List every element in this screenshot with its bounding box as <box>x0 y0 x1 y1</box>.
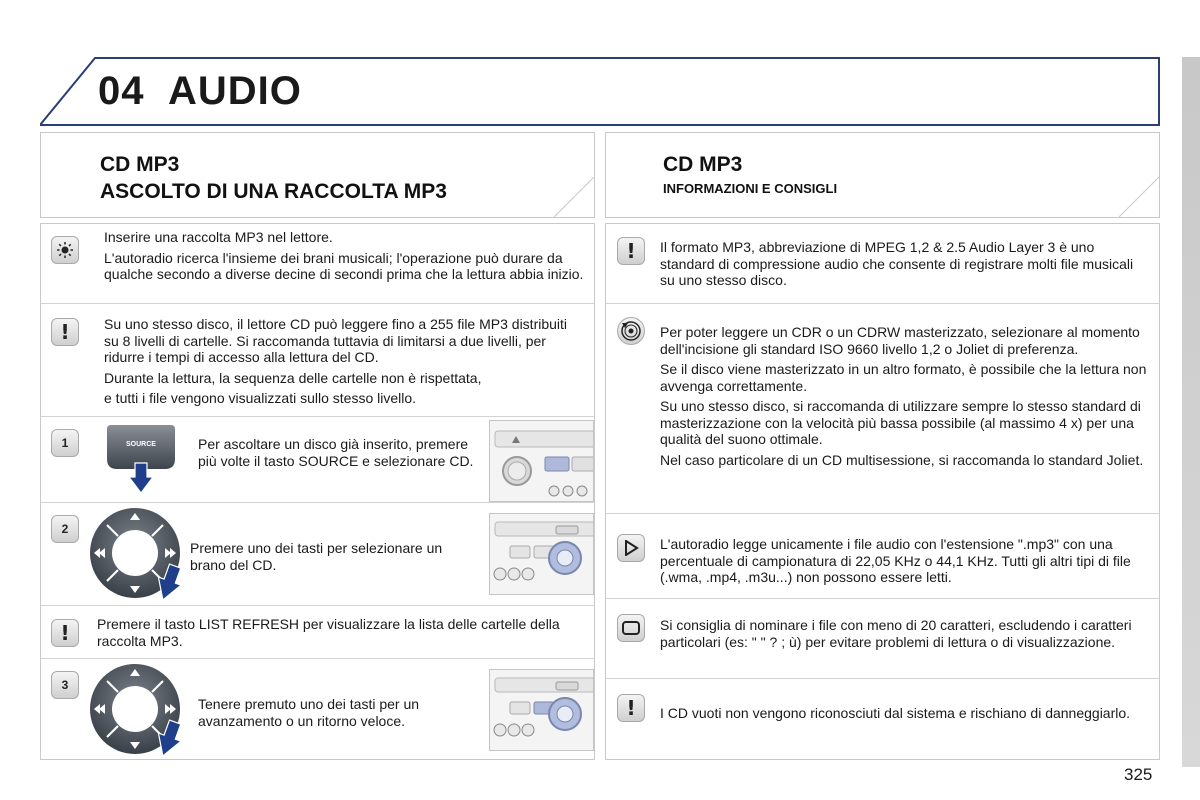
disc-icon <box>617 317 645 345</box>
left-content <box>40 223 595 760</box>
info-row-filenames <box>606 599 1159 679</box>
radio-panel-thumbnail <box>489 420 594 502</box>
left-section-title-2: ASCOLTO DI UNA RACCOLTA MP3 <box>100 180 447 203</box>
warning-text-2: Durante la lettura, la sequenza delle cartelle non è rispettata, <box>104 369 482 386</box>
left-section-title-1: CD MP3 <box>100 153 180 176</box>
step-number-badge: 2 <box>51 515 79 543</box>
warning-text-1: Su uno stesso disco, il lettore CD può leggere fino a 255 file MP3 distribuiti su 8 livelli di cartelle. Si raccomanda tuttavia di limitarsi a due livelli, per ridurre i tempi di accesso alla lettura del CD. <box>104 316 568 365</box>
sun-icon <box>51 236 79 264</box>
format-text: Il formato MP3, abbreviazione di MPEG 1,2 & 2.5 Audio Layer 3 è uno standard di compressione audio che consente di registrare molti file musicali su uno stesso disco. <box>660 239 1134 288</box>
rectangle-icon <box>617 614 645 642</box>
source-button-label: SOURCE <box>126 441 156 448</box>
step-number-badge: 1 <box>51 429 79 457</box>
step-row-3 <box>41 659 594 761</box>
empty-cd-text: I CD vuoti non vengono riconosciuti dal sistema e rischiano di danneggiarlo. <box>660 705 1131 721</box>
step3-text: Tenere premuto uno dei tasti per un avanzamento o un ritorno veloce. <box>198 696 420 729</box>
list-refresh-text: Premere il tasto LIST REFRESH per visualizzare la lista delle cartelle della raccolta MP3. <box>97 616 560 649</box>
info-row-format <box>606 224 1159 304</box>
step-number-badge: 3 <box>51 671 79 699</box>
sun-text-1: Inserire una raccolta MP3 nel lettore. <box>104 229 333 245</box>
burning-text-4: Nel caso particolare di un CD multisessione, si raccomanda lo standard Joliet. <box>660 451 1144 468</box>
right-section-header <box>605 132 1160 218</box>
exclamation-icon: ! <box>617 237 645 265</box>
filenames-text: Si consiglia di nominare i file con meno di 20 caratteri, escludendo i caratteri particolari (es: " " ? ; ù) per evitare problemi di lettura o di visualizzazione. <box>660 617 1132 650</box>
radio-panel-thumbnail <box>489 513 594 595</box>
chapter-number: 04 <box>98 69 145 113</box>
step-row-2 <box>41 503 594 606</box>
right-section-subtitle: INFORMAZIONI E CONSIGLI <box>663 181 838 196</box>
sun-text-2: L'autoradio ricerca l'insieme dei brani musicali; l'operazione può durare da qualche secondo a diverse decine di secondi prima che la lettura abbia inizio. <box>104 249 584 282</box>
chapter-title: AUDIO <box>168 69 302 113</box>
exclamation-icon: ! <box>617 694 645 722</box>
direction-pad-illustration <box>87 507 187 603</box>
info-row-empty-cd <box>606 679 1159 761</box>
direction-pad-illustration <box>87 663 187 759</box>
warning-text-3: e tutti i file vengono visualizzati sullo stesso livello. <box>104 390 417 406</box>
burning-text-2: Se il disco viene masterizzato in un altro formato, è possibile che la lettura non avvenga correttamente. <box>660 361 1147 394</box>
step-row-1 <box>41 417 594 503</box>
info-row-warning <box>41 304 594 417</box>
info-row-sun <box>41 224 594 304</box>
info-row-extensions <box>606 514 1159 599</box>
burning-text-1: Per poter leggere un CDR o un CDRW masterizzato, selezionare al momento dell'incisione gli standard ISO 9660 livello 1,2 o Joliet di preferenza. <box>660 324 1140 357</box>
info-row-warning <box>41 606 594 659</box>
source-button-illustration <box>105 425 177 493</box>
side-tab <box>1182 57 1200 767</box>
header-corner-fold <box>554 177 594 217</box>
left-section-header <box>40 132 595 218</box>
exclamation-icon: ! <box>51 619 79 647</box>
info-row-burning <box>606 304 1159 514</box>
step1-text: Per ascoltare un disco già inserito, premere più volte il tasto SOURCE e selezionare CD. <box>198 436 474 469</box>
play-icon <box>617 534 645 562</box>
page-number: 325 <box>1124 765 1153 784</box>
header-corner-fold <box>1119 177 1159 217</box>
right-section-title: CD MP3 <box>663 153 743 176</box>
extensions-text: L'autoradio legge unicamente i file audio con l'estensione ".mp3" con una percentuale di campionatura di 22,05 KHz o 44,1 KHz. Tutti gli altri tipi di file (.wma, .mp4, .m3u...) non possono essere letti. <box>660 536 1131 585</box>
exclamation-icon: ! <box>51 318 79 346</box>
chapter-header <box>40 57 1160 127</box>
step2-text: Premere uno dei tasti per selezionare un brano del CD. <box>190 540 443 573</box>
radio-panel-thumbnail <box>489 669 594 751</box>
right-content <box>605 223 1160 760</box>
burning-text-3: Su uno stesso disco, si raccomanda di utilizzare sempre lo stesso standard di masterizzazione con la velocità più bassa possibile (al massimo 4 x) per una qualità del suono ottimale. <box>660 398 1141 447</box>
